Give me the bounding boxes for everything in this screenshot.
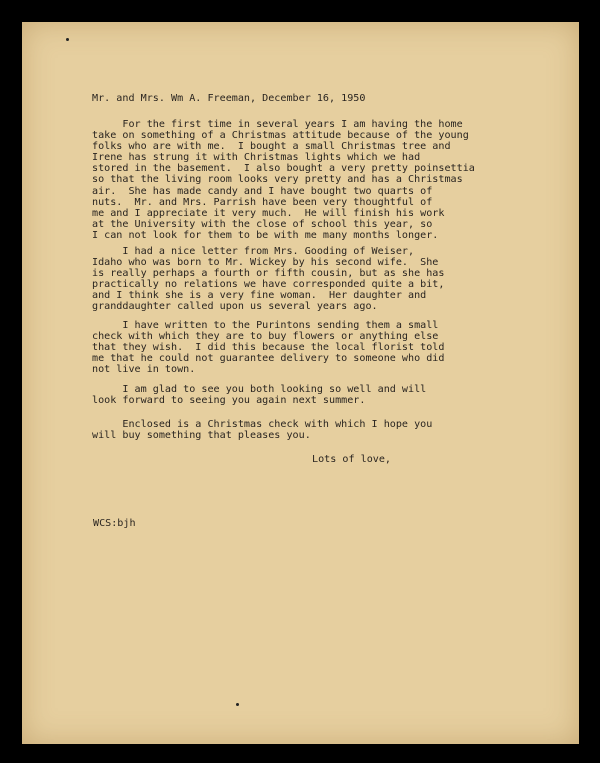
paragraph-line: me that he could not guarantee delivery to someone who did — [92, 353, 445, 365]
paragraph-line: me and I appreciate it very much. He will finish his work — [92, 207, 445, 219]
paragraph-line: I had a nice letter from Mrs. Gooding of Weiser, — [92, 246, 415, 257]
paragraph-line: I am glad to see you both looking so well and will — [92, 384, 427, 395]
paragraph-line: air. She has made candy and I have bought two quarts of — [92, 185, 433, 197]
paragraph-line: practically no relations we have corresponded quite a bit, — [92, 279, 445, 291]
paragraph-2 — [92, 246, 532, 313]
paragraph-line: not live in town. — [92, 364, 196, 376]
paragraph-line: Enclosed is a Christmas check with which I hope you — [92, 419, 433, 430]
paragraph-line: granddaughter called upon us several years ago. — [92, 301, 378, 313]
paper-mark — [66, 38, 69, 41]
closing-salutation: Lots of love, — [312, 454, 392, 465]
paragraph-line: Idaho who was born to Mr. Wickey by his second wife. She — [92, 257, 439, 269]
paragraph-line: will buy something that pleases you. — [92, 430, 311, 442]
paragraph-line: that they wish. I did this because the local florist told — [92, 342, 445, 354]
paragraph-4 — [92, 384, 532, 406]
paragraph-line: and I think she is a very fine woman. Her daughter and — [92, 290, 427, 302]
paragraph-line: take on something of a Christmas attitude because of the young — [92, 130, 469, 142]
paragraph-line: check with which they are to buy flowers or anything else — [92, 331, 439, 343]
letter-heading: Mr. and Mrs. Wm A. Freeman, December 16, 1950 — [92, 93, 366, 104]
paper-mark — [236, 703, 239, 706]
paragraph-1 — [92, 119, 532, 241]
paragraph-line: nuts. Mr. and Mrs. Parrish have been very thoughtful of — [92, 196, 433, 208]
paragraph-line: Irene has strung it with Christmas lights which we had — [92, 152, 421, 164]
paragraph-line: I can not look for them to be with me many months longer. — [92, 229, 439, 241]
paragraph-line: look forward to seeing you again next summer. — [92, 395, 366, 407]
paragraph-line: is really perhaps a fourth or fifth cousin, but as she has — [92, 268, 445, 280]
paragraph-line: For the first time in several years I am having the home — [92, 119, 463, 130]
paragraph-line: so that the living room looks very pretty and has a Christmas — [92, 174, 463, 186]
paragraph-line: at the University with the close of school this year, so — [92, 218, 433, 230]
paragraph-line: stored in the basement. I also bought a very pretty poinsettia — [92, 163, 475, 175]
typist-initials: WCS:bjh — [93, 518, 136, 529]
paragraph-5 — [92, 419, 532, 441]
paragraph-3 — [92, 320, 532, 375]
paragraph-line: folks who are with me. I bought a small Christmas tree and — [92, 141, 451, 153]
paragraph-line: I have written to the Purintons sending them a small — [92, 320, 439, 331]
